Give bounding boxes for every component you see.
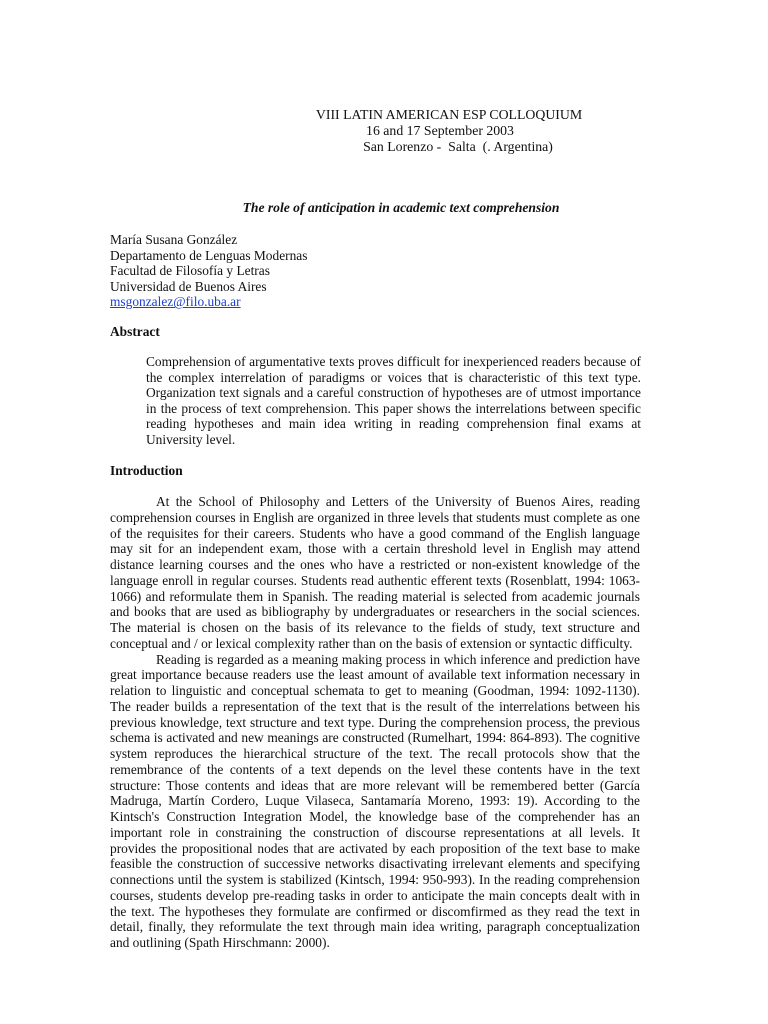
introduction-paragraph-1: At the School of Philosophy and Letters of the University of Buenos Aires, reading comprehension courses in English are organized in three levels that students must complete as one of the requisites for their careers. Students who have a good command of the English language may sit for an independent exam, those with a certain threshold level in English may attend distance learning courses and the ones who have a restricted or non-existent knowledge of the language enroll in regular courses. Students read authentic efferent texts (Rosenblatt, 1994: 1063-1066) and reformulate them in Spanish. The reading material is selected from academic journals and books that are used as bibliography by undergraduates or researchers in the social sciences. The material is chosen on the basis of its relevance to the fields of study, text structure and conceptual and / or lexical complexity rather than on the basis of extension or syntactic difficulty.: [110, 494, 640, 651]
introduction-body: [110, 494, 640, 951]
author-university: Universidad de Buenos Aires: [110, 278, 267, 294]
conference-location: San Lorenzo - Salta (. Argentina): [363, 139, 553, 154]
conference-dates: 16 and 17 September 2003: [366, 123, 514, 138]
introduction-heading: Introduction: [110, 463, 183, 478]
paper-title: The role of anticipation in academic text comprehension: [242, 200, 560, 215]
conference-header: [0, 107, 768, 155]
abstract-text: Comprehension of argumentative texts proves difficult for inexperienced readers because of the complex interrelation of paradigms or voices that is characteristic of this text type. Organization text signals and a careful construction of hypotheses are of utmost importance in the process of text comprehension. This paper shows the interrelations between specific reading hypotheses and main idea writing in reading comprehension final exams at University level.: [146, 354, 641, 447]
author-faculty: Facultad de Filosofía y Letras: [110, 263, 270, 279]
author-block: [110, 232, 307, 310]
author-department: Departamento de Lenguas Modernas: [110, 247, 308, 263]
introduction-paragraph-2: Reading is regarded as a meaning making process in which inference and prediction have great importance because readers use the least amount of available text information necessary in relation to linguistic and conceptual schemata to get to meaning (Goodman, 1994: 1092-1130). The reader builds a representation of the text that is the result of the interrelations between his previous knowledge, text structure and text type. During the comprehension process, the previous schema is activated and new meanings are constructed (Rumelhart, 1994: 864-893). The cognitive system reproduces the hierarchical structure of the text. The recall protocols show that the remembrance of the contents of a text depends on the level these contents have in the text structure: Those contents and ideas that are more relevant will be remembered better (García Madruga, Martín Cordero, Luque Vilaseca, Santamaría Moreno, 1993: 19). According to the Kintsch's Construction Integration Model, the knowledge base of the comprehender has an important role in constraining the construction of discourse representations at all levels. It provides the propositional nodes that are activated by each proposition of the text base to make feasible the construction of successive networks disactivating irrelevant elements and specifying connections until the system is stabilized (Kintsch, 1994: 950-993). In the reading comprehension courses, students develop pre-reading tasks in order to anticipate the main concepts dealt with in the text. The hypotheses they formulate are confirmed or discomfirmed as they read the text in detail, finally, they reformulate the text through main idea writing, paragraph conceptualization and outlining (Spath Hirschmann: 2000).: [110, 651, 640, 950]
author-email-link[interactable]: msgonzalez@filo.uba.ar: [110, 294, 241, 310]
conference-name: VIII LATIN AMERICAN ESP COLLOQUIUM: [315, 107, 583, 122]
author-name: María Susana González: [110, 232, 238, 247]
abstract-heading: Abstract: [110, 324, 160, 339]
